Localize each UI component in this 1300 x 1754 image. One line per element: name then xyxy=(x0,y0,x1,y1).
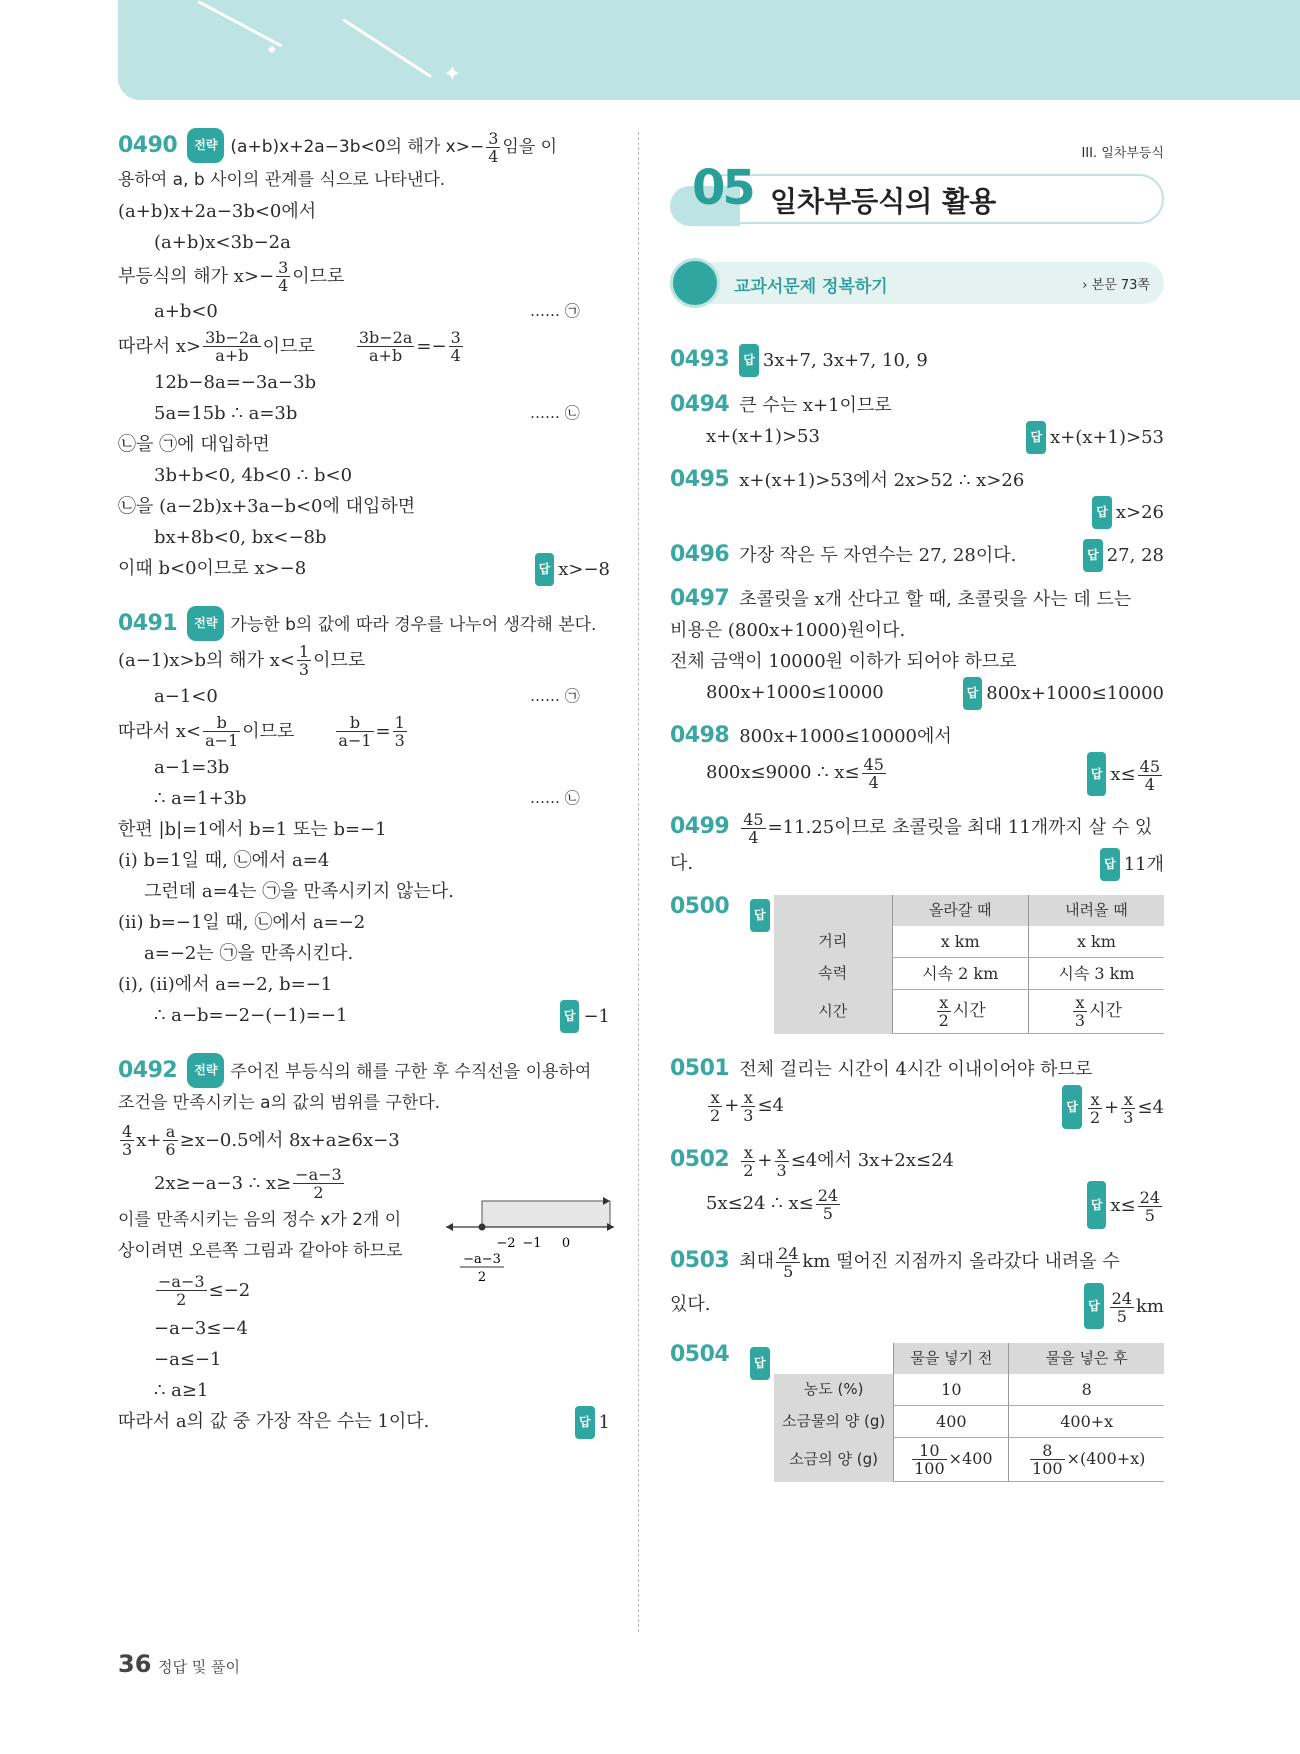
problem-number: 0502 xyxy=(670,1147,730,1172)
ref-mark: …… ㉡ xyxy=(530,788,580,807)
chapter-header xyxy=(670,160,1164,226)
problem-0490: 0490 전략 (a+b)x+2a−3b<0의 해가 x>− $\frac{3}{4}$ 임을 이 용하여 a, b 사이의 관계를 식으로 나타낸다. (a+b)x+2a−3b<0에서 (a+b)x<3b−2a 부등식의 해가 x>− $\frac{3}{4}$ 이므로 a+b<0 …… ㉠ 따라서 x> $\frac{3b-2a}{a+b}$ 이므로 $\frac{3b-2a}{a+b}$ =− $\frac{3}{4}$ 12b−8a=−3a−3b 5a=15b ∴ a=3b …… ㉡ ㉡을 ㉠에 대입하면 3b+b<0, 4b<0 ∴ b<0 ㉡을 (a−2b)x+3a−b<0에 대입하면 bx+8b<0, bx<−8b 이때 b<0이므로 x>−8 답 x>−8 xyxy=(118,128,610,584)
problem-0491: 0491 전략 가능한 b의 값에 따라 경우를 나누어 생각해 본다. (a−1)x>b의 해가 x< $\frac{1}{3}$ 이므로 a−1<0 …… ㉠ 따라서 x< $\frac{b}{a-1}$ 이므로 $\frac{b}{a-1}$ = $\frac{1}{3}$ a−1=3b ∴ a=1+3b …… ㉡ 한편 |b|=1에서 b=1 또는 b=−1 (ⅰ) b=1일 때, ㉡에서 a=4 그런데 a=4는 ㉠을 만족시키지 않는다. (ⅱ) b=−1일 때, ㉡에서 a=−2 a=−2는 ㉠을 만족시킨다. (ⅰ), (ⅱ)에서 a=−2, b=−1 ∴ a−b=−2−(−1)=−1 답 −1 xyxy=(118,606,610,1031)
problem-0497: 0497 초콜릿을 x개 산다고 할 때, 초콜릿을 사는 데 드는 xyxy=(670,586,1132,611)
answer: 답 x≤ $\frac{45}{4}$ xyxy=(1087,752,1164,796)
problem-0495: 0495 x+(x+1)>53에서 2x>52 ∴ x>26 xyxy=(670,467,1025,492)
answer: 답 x>−8 xyxy=(535,553,610,586)
decorative-star-line xyxy=(342,18,432,78)
chapter-number: 05 xyxy=(692,160,753,216)
strategy-tag: 전략 xyxy=(187,128,224,163)
problem-number: 0498 xyxy=(670,723,730,748)
problem-0502: 0502 $\frac{x}{2}$ + $\frac{x}{3}$ ≤4에서 3x+2x≤24 xyxy=(670,1142,955,1180)
problem-number: 0497 xyxy=(670,586,730,611)
problem-number: 0490 xyxy=(118,133,178,158)
problem-number: 0501 xyxy=(670,1056,730,1081)
tick-label: −1 xyxy=(522,1235,542,1251)
problem-0496: 0496 가장 작은 두 자연수는 27, 28이다. 답 27, 28 xyxy=(670,539,1164,571)
section-ref: › 본문 73쪽 xyxy=(1082,278,1150,293)
section-bar xyxy=(670,258,1164,308)
problem-0501: 0501 전체 걸리는 시간이 4시간 이내이어야 하므로 xyxy=(670,1056,1093,1081)
answer: 답 x+(x+1)>53 xyxy=(1026,421,1164,454)
section-title: 교과서문제 정복하기 xyxy=(734,277,888,297)
tick-label: 0 xyxy=(561,1235,571,1251)
ref-mark: …… ㉠ xyxy=(530,686,580,705)
column-divider xyxy=(638,132,639,1632)
boundary-point xyxy=(479,1223,486,1230)
problem-0494: 0494 큰 수는 x+1이므로 xyxy=(670,392,892,417)
star-icon: ✦ xyxy=(443,62,462,87)
problem-number: 0499 xyxy=(670,814,730,839)
speed-table: 올라갈 때 내려올 때 거리 x km x km 속력 시속 2 km 시속 3 km 시간 $\frac{x}{2}$ 시간 $\frac{x}{3}$ 시간 xyxy=(774,895,1164,1034)
answer: 답 −1 xyxy=(560,1000,610,1033)
footer-label: 정답 및 풀이 xyxy=(158,1658,240,1676)
answer: 답 $\frac{24}{5}$ km xyxy=(1084,1283,1164,1329)
problem-number: 0495 xyxy=(670,467,730,492)
answer: 답 x>26 xyxy=(1092,496,1164,529)
ref-mark: …… ㉠ xyxy=(530,301,580,320)
answer: 답 11개 xyxy=(1100,848,1164,881)
answer: 답 800x+1000≤10000 xyxy=(963,677,1164,710)
answer: 답 x≤ $\frac{24}{5}$ xyxy=(1087,1181,1164,1229)
strategy-tag: 전략 xyxy=(187,606,224,641)
answer: 답 27, 28 xyxy=(1083,539,1164,572)
problem-number: 0492 xyxy=(118,1057,178,1083)
tick-label: −2 xyxy=(496,1235,516,1251)
mascot-icon xyxy=(670,258,720,308)
star-icon: ◆ xyxy=(268,44,276,55)
unit-label: III. 일차부등식 xyxy=(1081,146,1164,161)
page-number: 36 xyxy=(118,1650,152,1678)
problem-number: 0493 xyxy=(670,347,730,372)
problem-0500: 0500 답 올라갈 때 내려올 때 거리 x km x km 속력 시속 2 km 시속 3 km 시간 $\frac{x}{2}$ 시간 $\frac{x}{3}$ 시간 xyxy=(670,891,1164,1041)
problem-number: 0491 xyxy=(118,610,178,636)
left-column xyxy=(118,128,610,1437)
answer: 답 $\frac{x}{2}$ + $\frac{x}{3}$ ≤4 xyxy=(1062,1085,1164,1129)
salt-water-table: 물을 넣기 전 물을 넣은 후 농도 (%) 10 8 소금물의 양 (g) 400 400+x 소금의 양 (g) $\frac{10}{100}$ ×400 $\frac{8}{100}$ ×(400+x) xyxy=(774,1343,1164,1482)
problem-0503: 0503 최대 $\frac{24}{5}$ km 떨어진 지점까지 올라갔다 내려올 수 xyxy=(670,1243,1120,1281)
strategy-tag: 전략 xyxy=(187,1053,224,1088)
chapter-title: 일차부등식의 활용 xyxy=(770,185,997,218)
problem-number: 0504 xyxy=(670,1342,730,1367)
problem-0492: 0492 전략 주어진 부등식의 해를 구한 후 수직선을 이용하여 조건을 만족시키는 a의 값의 범위를 구한다. $\frac{4}{3}$ x+ $\frac{a}{6}$ ≥x−0.5에서 8x+a≥6x−3 2x≥−a−3 ∴ x≥ $\frac{-a-3}{2}$ 이를 만족시키는 음의 정수 x가 2개 이 상이려면 오른쪽 그림과 같아야 하므로 −2 −1 0 −a−3 2 $\frac{-a-3}{2}$ ≤−2 −a−3≤−4 −a≤−1 ∴ a≥1 따라서 a의 값 중 가장 작은 수는 1이다. 답 1 xyxy=(118,1053,610,1437)
problem-0504: 0504 답 물을 넣기 전 물을 넣은 후 농도 (%) 10 8 소금물의 양 (g) 400 400+x 소금의 양 (g) $\frac{10}{100}$ ×400 $\frac{8}{100}$ ×(400+x) xyxy=(670,1339,1164,1489)
problem-number: 0496 xyxy=(670,542,730,567)
problem-0493: 0493 답 3x+7, 3x+7, 10, 9 xyxy=(670,344,1164,377)
header-banner xyxy=(118,0,1300,100)
ref-mark: …… ㉡ xyxy=(530,403,580,422)
boundary-label-den: 2 xyxy=(477,1269,487,1285)
answer: 답 1 xyxy=(575,1406,610,1439)
problem-number: 0503 xyxy=(670,1248,730,1273)
problem-number: 0494 xyxy=(670,392,730,417)
solution-region xyxy=(482,1201,610,1227)
problem-number: 0500 xyxy=(670,894,730,919)
problem-0499: 0499 $\frac{45}{4}$ =11.25이므로 초콜릿을 최대 11개까지 살 수 있 xyxy=(670,809,1153,847)
boundary-label-num: −a−3 xyxy=(463,1251,501,1267)
decorative-star-line xyxy=(197,0,282,47)
problem-0498: 0498 800x+1000≤10000에서 xyxy=(670,723,952,748)
